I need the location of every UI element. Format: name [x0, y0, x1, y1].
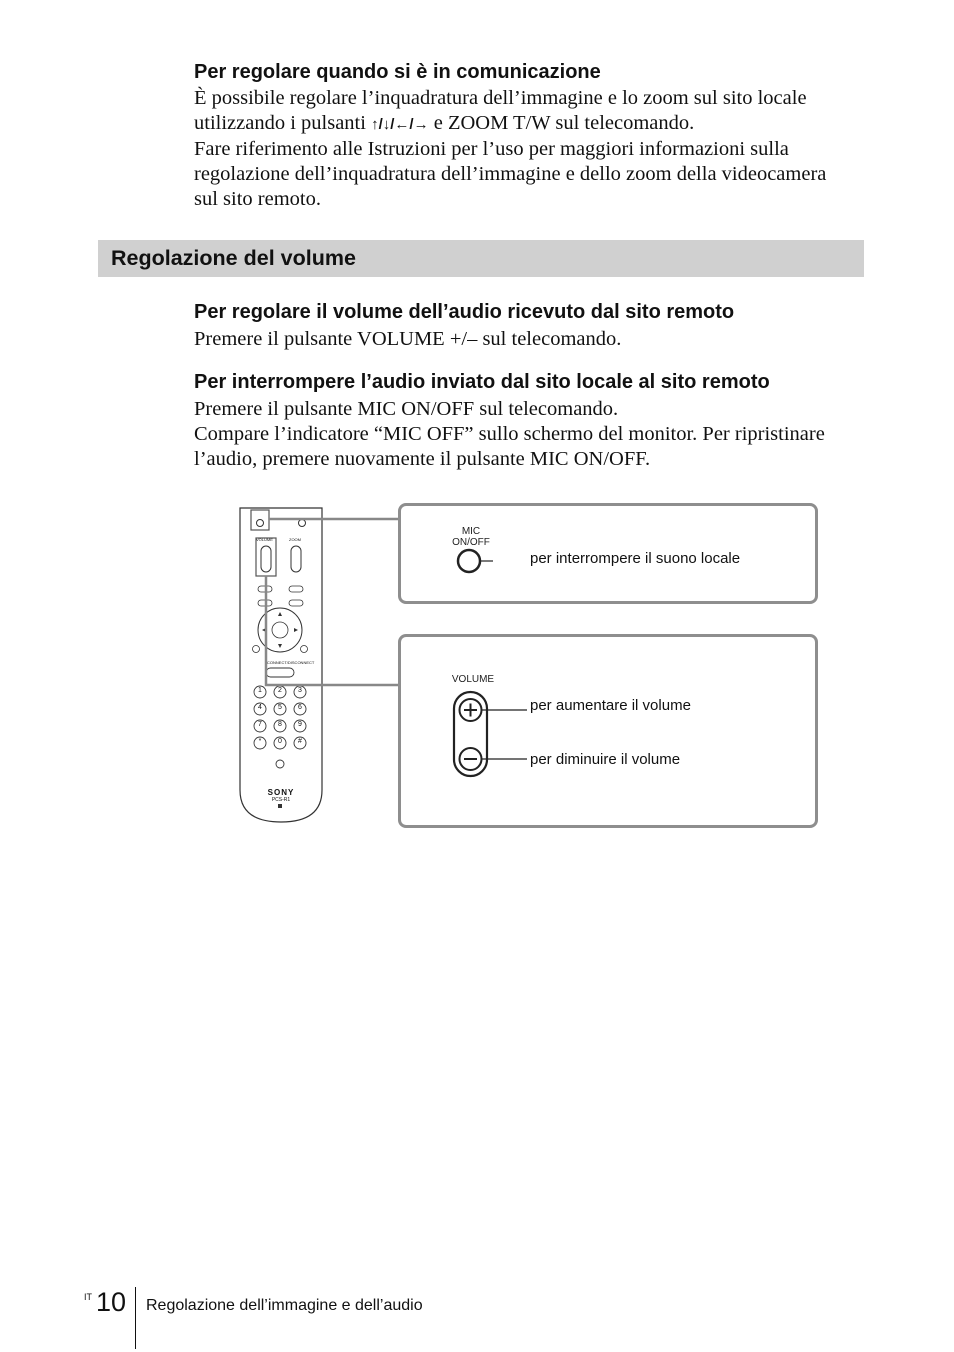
key-label: #: [298, 738, 302, 745]
text-fragment: e ZOOM T/W sul telecomando.: [433, 112, 695, 134]
key-label: 6: [298, 704, 302, 711]
paragraph-volume: Premere il pulsante VOLUME +/– sul telecomando.: [194, 328, 622, 350]
remote-model: PCS-R1: [271, 797, 291, 803]
footer-language: IT: [84, 1292, 92, 1302]
text-line: Premere il pulsante MIC ON/OFF sul telecomando.: [194, 398, 619, 420]
text-line: È possibile regolare l’inquadratura dell’immagine e lo zoom sul sito locale: [194, 87, 807, 109]
remote-brand: SONY: [267, 788, 295, 797]
key-label: 8: [278, 721, 282, 728]
remote-label-zoom: ZOOM: [289, 537, 301, 542]
key-label: 9: [298, 721, 302, 728]
text-line: regolazione dell’inquadratura dell’immagine e dello zoom della videocamera: [194, 163, 827, 185]
footer-divider: [135, 1287, 136, 1349]
text-fragment: utilizzando i pulsanti: [194, 112, 366, 134]
volume-minus-description: per diminuire il volume: [530, 751, 681, 768]
section-title: Regolazione del volume: [111, 246, 356, 270]
mic-onoff-icon: [453, 548, 493, 574]
text-line: l’audio, premere nuovamente il pulsante MIC ON/OFF.: [194, 448, 651, 470]
mic-label-line1: MIC: [461, 526, 481, 537]
mic-label-line2: ON/OFF: [452, 537, 490, 548]
subheading-mic: Per interrompere l’audio inviato dal sito locale al sito remoto: [194, 371, 770, 393]
key-label: 3: [298, 687, 302, 694]
footer-chapter: Regolazione dell’immagine e dell’audio: [146, 1297, 423, 1314]
footer-page-number: 10: [96, 1287, 127, 1317]
remote-label-volume: VOLUME: [256, 537, 273, 542]
callout-volume: [398, 634, 818, 828]
key-label: 0: [278, 738, 282, 745]
remote-label-connect: CONNECT/DISCONNECT: [267, 660, 315, 665]
volume-plus-description: per aumentare il volume: [530, 697, 691, 714]
key-label: 7: [258, 721, 262, 728]
key-label: *: [258, 738, 262, 745]
subheading-communication: Per regolare quando si è in comunicazione: [194, 61, 601, 83]
volume-rocker-large-icon: [451, 689, 541, 781]
subheading-volume: Per regolare il volume dell’audio ricevuto dal sito remoto: [194, 301, 735, 323]
key-label: 5: [278, 704, 282, 711]
key-label: 1: [258, 687, 262, 694]
text-line: Fare riferimento alle Istruzioni per l’uso per maggiori informazioni sulla: [194, 138, 789, 160]
text-line: sul sito remoto.: [194, 188, 321, 210]
key-label: 2: [278, 687, 282, 694]
callout-mic: [398, 503, 818, 604]
mic-description: per interrompere il suono locale: [530, 550, 741, 567]
key-label: 4: [258, 704, 262, 711]
volume-label: VOLUME: [451, 674, 495, 685]
ir-sensor-icon: [278, 804, 282, 808]
remote-body: [240, 508, 322, 822]
arrow-keys-icon: ↑/↓/←/→: [371, 116, 429, 133]
text-line: Compare l’indicatore “MIC OFF” sullo schermo del monitor. Per ripristinare: [194, 423, 825, 445]
